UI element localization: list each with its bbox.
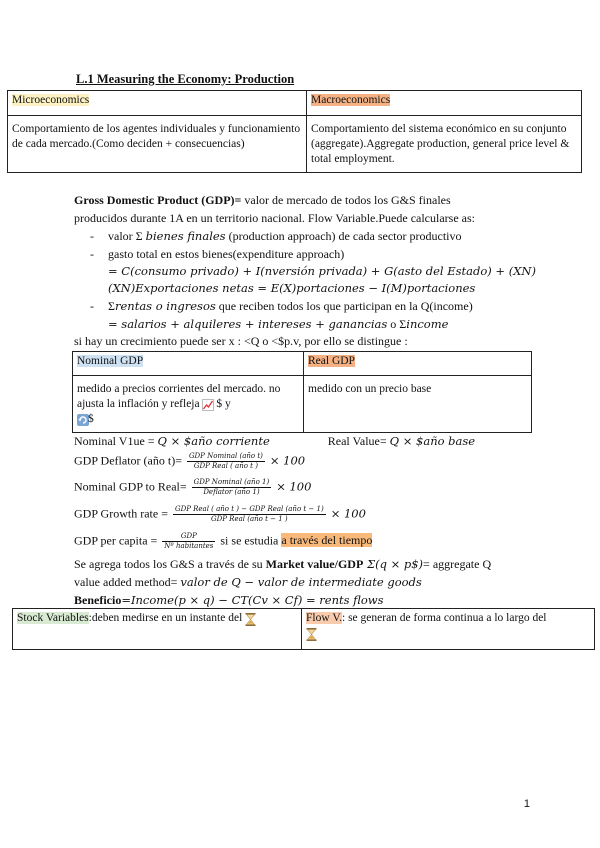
nom-to-real-times: × 100 [276, 479, 312, 494]
gdp-definition-line1 [74, 192, 451, 208]
net-exports-equation: (XN)Exportaciones netas = E(X)portaciones − I(M)portaciones [108, 281, 476, 295]
percap-num: GDP [162, 532, 215, 542]
macro-definition: Comportamiento del sistema económico en su conjunto (aggregate).Aggregate production, general price level & total employment. [307, 116, 582, 173]
real-value-math: Q × $año base [389, 434, 476, 448]
nom-to-real-num: GDP Nominal (año 1) [193, 478, 270, 486]
expenditure-equation: = C(consumo privado) + I(nversión privada) + G(asto del Estado) + (XN) [108, 264, 536, 278]
stock-variables-cell [13, 609, 302, 650]
hourglass-icon [306, 628, 317, 639]
over-time-highlight: a través del tiempo [281, 533, 373, 548]
nominal-gdp-definition [73, 376, 304, 433]
flow-variables-term: Flow V. [306, 612, 343, 624]
value-added-math: valor de Q − valor de intermediate goods [180, 575, 422, 589]
nominal-value-label: Nominal V1ue = [74, 434, 158, 448]
income-equation [108, 316, 448, 332]
b3-income: income [406, 317, 449, 331]
micro-header: Microeconomics [12, 94, 90, 106]
beneficio-line [74, 592, 384, 608]
hourglass-icon [245, 613, 256, 624]
percap-label: GDP per capita = [74, 533, 161, 548]
page-number: 1 [523, 798, 530, 810]
value-added-line [74, 574, 422, 590]
beneficio-label: Beneficio [74, 593, 122, 607]
micro-definition: Comportamiento de los agentes individuales y funcionamiento de cada mercado.(Como deciden + consecuencias) [8, 116, 307, 173]
per-capita-formula [74, 532, 372, 551]
b1-math: bienes finales [145, 229, 226, 243]
b3-math: rentas o ingresos [114, 299, 216, 313]
percap-post: si se estudia [220, 533, 282, 548]
chart-increasing-icon [202, 399, 213, 410]
distinguish-line: si hay un crecimiento puede ser x : <Q o <$p.v, por ello se distingue : [74, 334, 408, 348]
market-value-term: Market value/GDP [265, 557, 364, 571]
b1-pre: valor Σ [108, 229, 146, 243]
micro-header-cell [8, 91, 307, 116]
flow-variables-text: : se generan de forma continua a lo largo del [342, 612, 547, 624]
value-added-label: value added method= [74, 575, 181, 589]
flow-variables-cell [302, 609, 595, 650]
nominal-gdp-header: Nominal GDP [77, 355, 144, 367]
growth-num: GDP Real ( año t ) − GDP Real (año t − 1) [174, 505, 324, 513]
deflator-formula [74, 452, 305, 471]
b3-post: que reciben todos los que participan en la Q(income) [215, 299, 473, 313]
nominal-tail2: $ [88, 413, 94, 425]
macro-header-cell [307, 91, 582, 116]
real-header-cell [304, 352, 532, 376]
growth-times: × 100 [330, 506, 366, 521]
micro-macro-table [7, 90, 582, 173]
gdp-def1: valor de mercado de todos los G&S finales [241, 193, 451, 207]
b3-eq: = salarios + alquileres + intereses + ganancias [108, 317, 388, 331]
stock-variables-text: :deben medirse en un instante del [88, 612, 243, 624]
deflator-times: × 100 [269, 453, 306, 468]
bullet-production: - valor Σ bienes finales (production approach) de cada sector productivo [90, 229, 462, 243]
bullet-income: - Σrentas o ingresos que reciben todos los que participan en la Q(income) [90, 299, 473, 313]
macro-header: Macroeconomics [311, 94, 391, 106]
aggregate-post: = aggregate Q [423, 557, 492, 571]
bullet-expenditure: - gasto total en estos bienes(expenditure approach) [90, 247, 345, 261]
nominal-text: medido a precios corrientes del mercado. no ajusta la inflación y refleja [77, 383, 281, 410]
deflator-num: GDP Nominal (año t) [188, 452, 263, 460]
aggregate-math: Σ(q × p$) [363, 557, 424, 571]
aggregate-line [74, 556, 491, 572]
real-gdp-header: Real GDP [308, 355, 355, 367]
nom-to-real-label: Nominal GDP to Real= [74, 479, 190, 494]
real-gdp-definition: medido con un precio base [304, 376, 532, 433]
refresh-icon [77, 414, 88, 425]
nom-to-real-fraction [192, 478, 272, 497]
gdp-definition-line2: producidos durante 1A en un territorio nacional. Flow Variable.Puede calcularse as: [74, 211, 475, 225]
stock-variables-term: Stock Variables [17, 612, 89, 624]
deflator-fraction [187, 452, 265, 471]
percap-fraction [162, 532, 215, 551]
b3-eq-tail: o Σ [387, 317, 407, 331]
nominal-to-real-formula [74, 478, 311, 497]
real-value-label: Real Value= [327, 434, 390, 448]
value-line [74, 433, 475, 449]
nom-to-real-den: Deflator (año 1) [203, 488, 260, 496]
nominal-header-cell [73, 352, 304, 376]
b3-pre: Σ [108, 299, 115, 313]
growth-label: GDP Growth rate = [74, 506, 171, 521]
beneficio-math: =Income(p × q) − CT(Cv × Cf) = rents flows [121, 593, 384, 607]
deflator-label: GDP Deflator (año t)= [74, 453, 185, 468]
page-title: L.1 Measuring the Economy: Production [76, 72, 295, 86]
nominal-tail1: $ y [216, 398, 231, 410]
percap-den: Nº habitantes [164, 542, 214, 550]
growth-den: GDP Real (año t − 1 ) [211, 515, 288, 523]
growth-fraction [173, 505, 326, 524]
nominal-value-math: Q × $año corriente [157, 434, 270, 448]
nominal-real-table [72, 351, 532, 433]
stock-flow-table [12, 608, 595, 650]
gdp-term: Gross Domestic Product (GDP)= [74, 193, 242, 207]
aggregate-pre: Se agrega todos los G&S a través de su [74, 557, 266, 571]
b2-text: gasto total en estos bienes(expenditure approach) [108, 247, 345, 261]
growth-rate-formula [74, 505, 366, 524]
deflator-den: GDP Real ( año t ) [193, 462, 258, 470]
b1-post: (production approach) de cada sector productivo [225, 229, 462, 243]
